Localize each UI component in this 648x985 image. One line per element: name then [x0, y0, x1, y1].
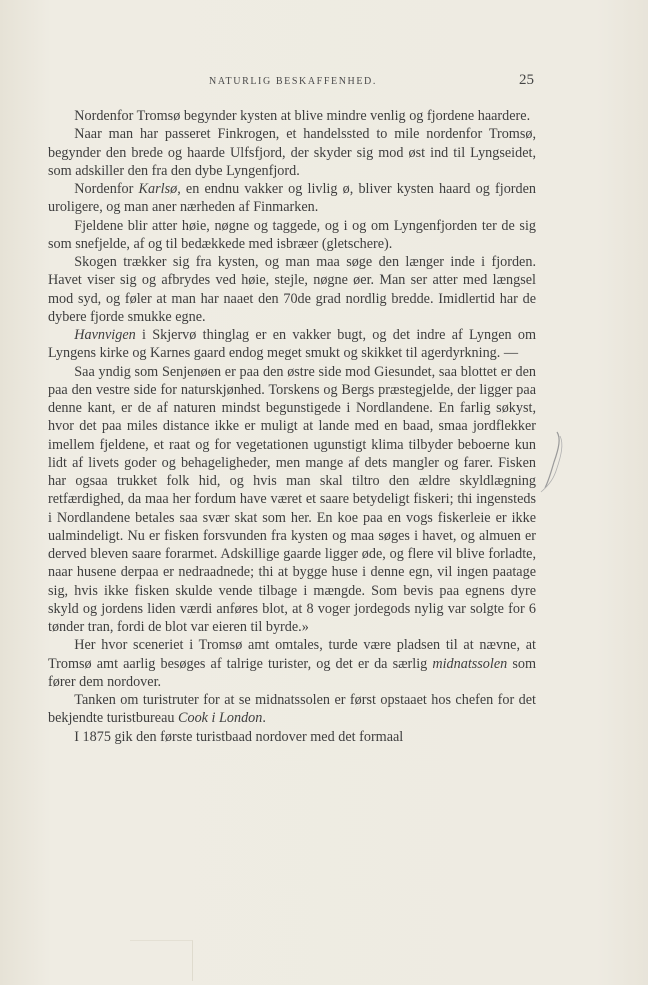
italic-term: Karlsø	[138, 181, 178, 197]
page-number: 25	[519, 72, 534, 88]
body-text	[48, 107, 536, 746]
text-run: Nordenfor Tromsø begynder kysten at blive mindre venlig og fjordene haardere.	[74, 108, 531, 124]
paragraph	[48, 253, 536, 326]
italic-term: Cook i London	[178, 710, 263, 727]
running-head	[48, 72, 538, 92]
text-run: , en endnu vakker og livlig ø, bliver kysten haard og fjorden uroligere, og man aner nærheden af Finmarken.	[48, 181, 536, 216]
paragraph	[48, 728, 536, 746]
text-run: Her hvor sceneriet i Tromsø amt omtales, turde være pladsen til at nævne, at Tromsø amt aarlig besøges af talrige turister, og det er da særlig	[48, 637, 536, 672]
paragraph	[48, 107, 536, 125]
paragraph	[48, 217, 536, 254]
paragraph	[48, 180, 536, 217]
paragraph	[48, 326, 536, 363]
paragraph	[48, 691, 536, 728]
running-head-title: NATURLIG BESKAFFENHED.	[209, 76, 377, 87]
paragraph	[48, 125, 536, 180]
italic-term: Havnvigen	[74, 327, 136, 343]
text-run: Naar man har passeret Finkrogen, et handelssted to mile nordenfor Tromsø, begynder den brede og haarde Ulfsfjord, der skyder sig mod øst ind til Lyngseidet, som adskiller den fra den dybe Lyngenfjord.	[48, 126, 536, 179]
text-run: som fører dem nordover.	[48, 655, 536, 690]
paper-edge-fragment	[130, 940, 193, 981]
text-run: Fjeldene blir atter høie, nøgne og taggede, og i og om Lyngenfjorden ter de sig som snefjelde, af og til bedækkede med isbræer (gletschere).	[48, 217, 536, 252]
text-run: I 1875 gik den første turistbaad nordover med det formaal	[74, 728, 404, 745]
text-run: .	[262, 710, 266, 727]
text-run: Nordenfor	[74, 181, 139, 197]
paragraph	[48, 636, 536, 691]
paragraph	[48, 363, 536, 637]
text-run: Skogen trækker sig fra kysten, og man maa søge den længer inde i fjorden. Havet viser sig og afbrydes ved høie, stejle, nøgne øer. Man ser atter med længsel mod syd, og føler at man har naaet den 70de grad nordlig bredde. Imidlertid har de dybere fjorde smukke egne.	[48, 254, 536, 325]
text-run: i Skjervø thinglag er en vakker bugt, og det indre af Lyngen om Lyngens kirke og Karnes gaard endog meget smukt og skikket til agerdyrkning. —	[48, 327, 536, 362]
margin-pencil-mark	[535, 428, 569, 498]
text-run: Tanken om turistruter for at se midnatssolen er først opstaaet hos chefen for det bekjendte turistbureau	[48, 692, 536, 727]
text-run: Saa yndig som Senjenøen er paa den østre side mod Giesundet, saa blottet er den paa den vestre side for naturskjønhed. Torskens og Bergs præstegjelde, der ligger paa denne kant, er de af naturen mindst begunstigede i Nordlandene. En farlig søkyst, hvor det paa miles distance ikke er muligt at lande med en baad, smaa jordflekker imellem fjeldene, et raat og for vegetationen ugunstigt klima tilbyder beboerne kun lidt af livets goder og behageligheder, men mange af dets mangler og farer. Fisken har ogsaa trukket folk hid, og hvis man skal tiltro den ældre skyldlægning retfærdighed, da maa her fordum have været et saare betydeligt fiskeri; thi ingensteds i Nordlandene betales saa svær skat som her. En koe paa en vogs fiskerleie er ikke ualmindeligt. Nu er fisken forsvunden fra kysten og maa søges i havet, og almuen er derved bleven saare forarmet. Adskillige gaarde ligger øde, og flere vil blive forladte, naar husene derpaa er nedraadnede; thi at bygge huse i denne egn, vil ingen paatage sig, hvis ikke fisken skulde vende tilbage i mængde. Som bevis paa egnens dyre skyld og jordens liden værdi anføres blot, at 8 voger jordegods nylig var solgte for 6 tønder tran, fordi de blot var eieren til byrde.»	[48, 363, 536, 635]
italic-term: midnatssolen	[432, 655, 508, 672]
